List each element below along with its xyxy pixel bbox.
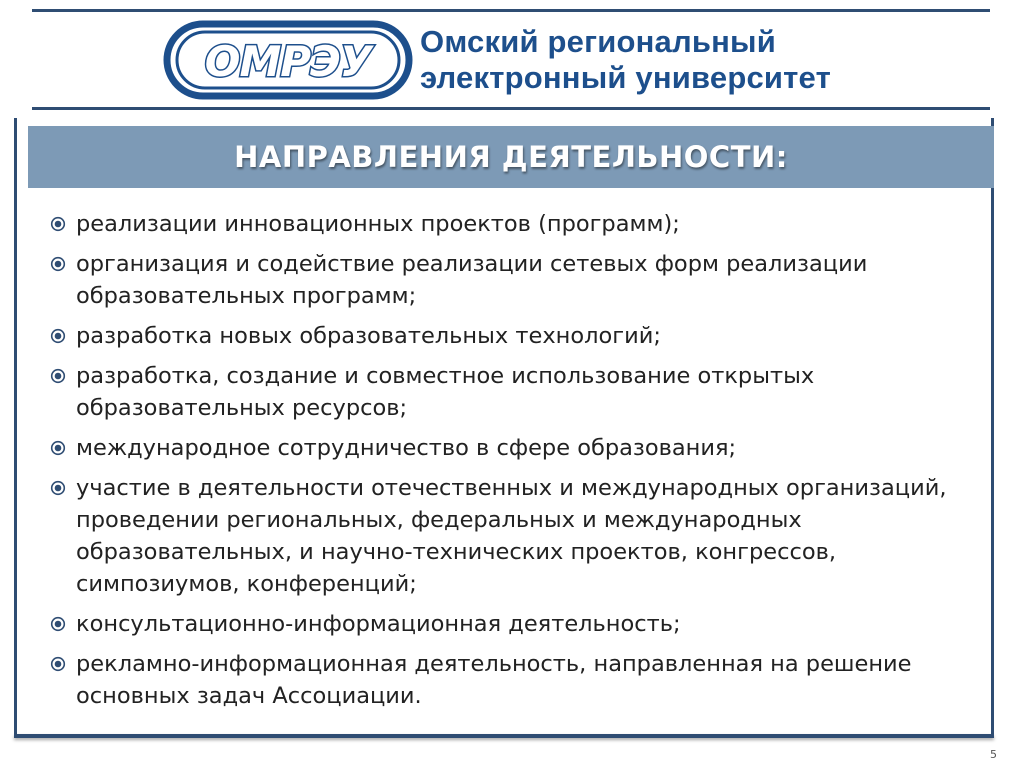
header-top-rule	[32, 9, 990, 12]
radio-bullet-icon	[50, 328, 66, 344]
logo	[163, 18, 413, 102]
radio-bullet-icon	[50, 440, 66, 456]
list-item-text: организация и содействие реализации сетевых форм реализации образовательных программ;	[76, 251, 868, 309]
list-item	[50, 472, 970, 600]
list-item-text: разработка, создание и совместное использование открытых образовательных ресурсов;	[76, 363, 815, 421]
list-item-text: рекламно-информационная деятельность, направленная на решение основных задач Ассоциации.	[76, 651, 912, 709]
list-item	[50, 248, 970, 312]
list-item	[50, 360, 970, 424]
header-bottom-rule	[32, 107, 990, 110]
radio-bullet-icon	[50, 368, 66, 384]
radio-bullet-icon	[50, 256, 66, 272]
org-name	[420, 24, 831, 96]
radio-bullet-icon	[50, 216, 66, 232]
list-item-text: международное сотрудничество в сфере образования;	[76, 435, 737, 461]
list-item	[50, 208, 970, 240]
list-item	[50, 320, 970, 352]
list-item-text: реализации инновационных проектов (программ);	[76, 211, 680, 237]
slide-title: НАПРАВЛЕНИЯ ДЕЯТЕЛЬНОСТИ:	[234, 140, 788, 174]
logo-icon	[163, 18, 413, 102]
logo-text: ОМРЭУ	[204, 37, 372, 86]
title-bar	[28, 126, 994, 188]
list-item-text: участие в деятельности отечественных и международных организаций, проведении региональных, федеральных и международных образовательных, и научно-технических проектов, конгрессов, симпозиумов, конференций;	[76, 475, 947, 597]
list-item-text: разработка новых образовательных технологий;	[76, 323, 661, 349]
page-number: 5	[990, 748, 997, 761]
footer-rule	[14, 734, 994, 738]
radio-bullet-icon	[50, 616, 66, 632]
list-item-text: консультационно-информационная деятельность;	[76, 611, 681, 637]
list-item	[50, 608, 970, 640]
list-item	[50, 648, 970, 712]
radio-bullet-icon	[50, 656, 66, 672]
directions-list	[50, 208, 970, 720]
radio-bullet-icon	[50, 480, 66, 496]
org-name-line-1: Омский региональный	[420, 24, 776, 59]
list-item	[50, 432, 970, 464]
org-name-line-2: электронный университет	[420, 60, 831, 95]
